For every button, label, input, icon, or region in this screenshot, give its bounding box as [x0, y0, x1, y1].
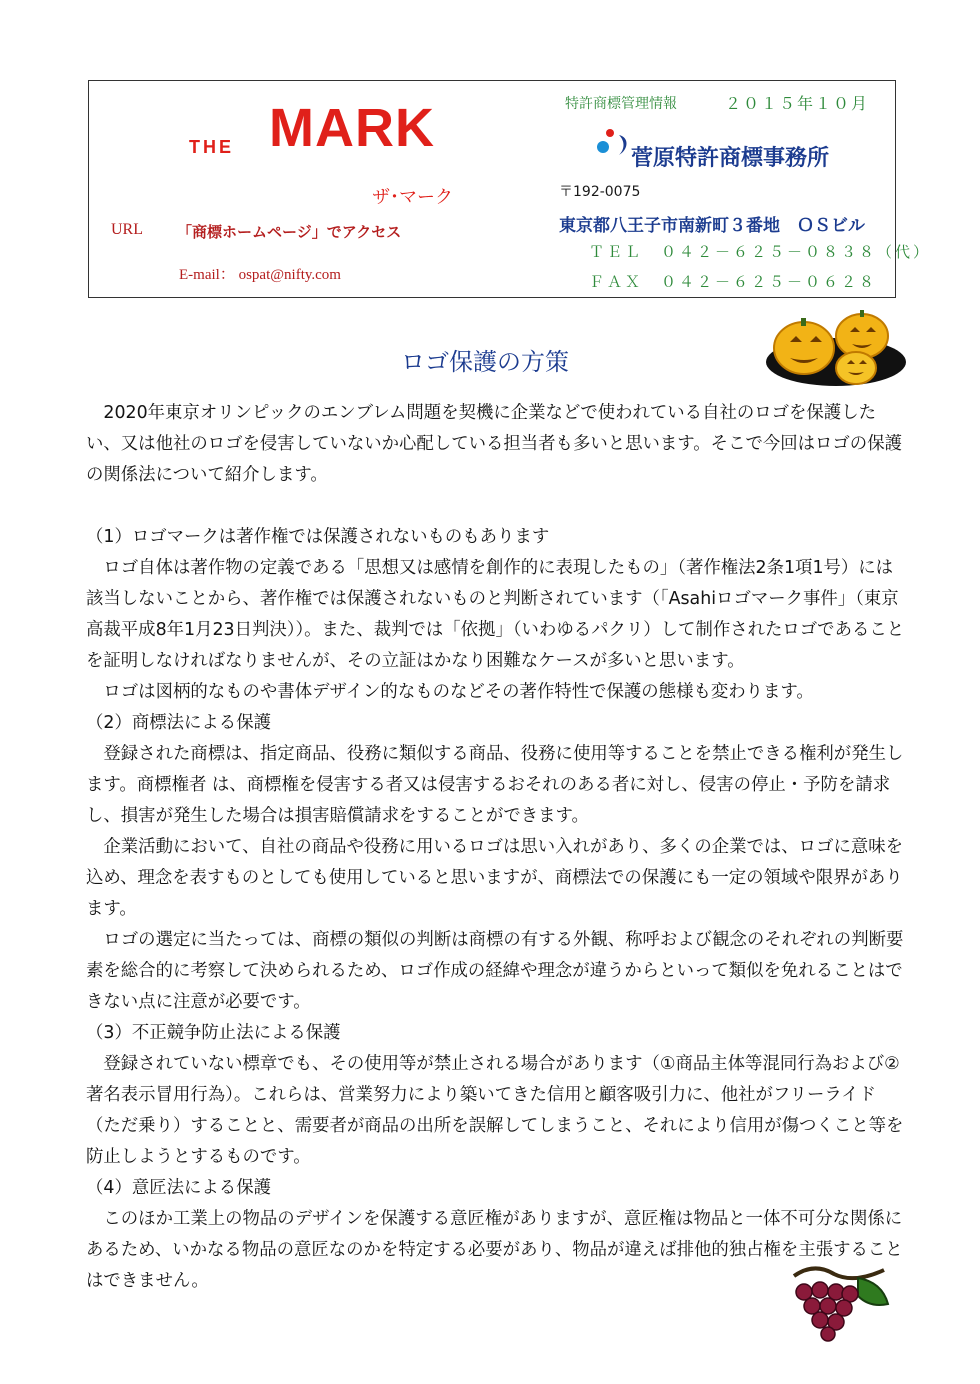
section-heading: （1）ロゴマークは著作権では保護されないものもあります: [86, 527, 550, 547]
section-heading: （4）意匠法による保護: [86, 1178, 271, 1198]
section-paragraph: このほか工業上の物品のデザインを保護する意匠権がありますが、意匠権は物品と一体不可分な関係にあるため、いかなる物品の意匠なのかを特定する必要があり、物品が違えば排他的独占権を主張することはできません。: [86, 1209, 903, 1291]
postal-code: 〒192-0075: [559, 184, 641, 200]
section-paragraph: ロゴは図柄的なものや書体デザイン的なものなどその著作特性で保護の態様も変わります。: [103, 682, 814, 702]
email-address[interactable]: E-mail： ospat@nifty.com: [179, 267, 341, 283]
article-body: [86, 398, 906, 1297]
masthead-the: THE: [189, 137, 234, 157]
grapes-illustration-icon: [774, 1262, 904, 1342]
fax-number: ＦＡＸ ０４２－６２５－０６２８: [589, 273, 878, 291]
issue-date: ２０１５年１０月: [725, 94, 870, 113]
firm-address: 東京都八王子市南新町３番地 ＯＳビル: [559, 216, 865, 236]
spacer: [86, 491, 906, 522]
section-heading: （2）商標法による保護: [86, 713, 271, 733]
masthead-mark: MARK: [269, 98, 435, 158]
newsletter-header: [88, 80, 932, 298]
firm-name: 菅原特許商標事務所: [631, 146, 830, 171]
intro-paragraph: 2020年東京オリンピックのエンブレム問題を契機に企業などで使われている自社のロゴを保護したい、又は他社のロゴを侵害していないか心配している担当者も多いと思います。そこで今回はロゴの保護の関係法について紹介します。: [86, 403, 902, 485]
article-title: ロゴ保護の方策: [401, 348, 569, 376]
section-paragraph: 登録された商標は、指定商品、役務に類似する商品、役務に使用等することを禁止できる権利が発生します。商標権者 は、商標権を侵害する者又は侵害するおそれのある者に対し、侵害の停止・予防を請求し、損害が発生した場合は損害賠償請求をすることができます。: [86, 744, 904, 826]
masthead-katakana: ザ･マーク: [372, 187, 453, 208]
section-paragraph: 登録されていない標章でも、その使用等が禁止される場合があります（①商品主体等混同行為および②著名表示冒用行為）。これらは、営業努力により築いてきた信用と顧客吸引力に、他社がフリーライド（ただ乗り）することと、需要者が商品の出所を誤解してしまうこと、それにより信用が傷つくこと等を防止しようとするものです。: [86, 1054, 904, 1167]
url-label: URL: [111, 221, 143, 238]
section-paragraph: 企業活動において、自社の商品や役務に用いるロゴは思い入れがあり、多くの企業では、ロゴに意味を込め、理念を表すものとしても使用していると思いますが、商標法での保護にも一定の領域や限界があります。: [86, 837, 904, 919]
section-heading: （3）不正競争防止法による保護: [86, 1023, 341, 1043]
telephone: ＴＥＬ ０４２－６２５－０８３８（代）: [589, 243, 932, 261]
firm-logo-icon: [595, 127, 635, 163]
url-text[interactable]: 「商標ホームページ」でアクセス: [177, 223, 402, 241]
publication-name: 特許商標管理情報: [565, 96, 677, 112]
section-paragraph: ロゴ自体は著作物の定義である「思想又は感情を創作的に表現したもの」（著作権法2条1項1号）には該当しないことから、著作権では保護されないものと判断されています（「Asahiロゴマーク事件」（東京高裁平成8年1月23日判決））。また、裁判では「依拠」（いわゆるパクリ）して制作されたロゴであることを証明しなければなりませんが、その立証はかなり困難なケースが多いと思います。: [86, 558, 905, 671]
section-paragraph: ロゴの選定に当たっては、商標の類似の判断は商標の有する外観、称呼および観念のそれぞれの判断要素を総合的に考察して決められるため、ロゴ作成の経緯や理念が違うからといって類似を免れることはできない点に注意が必要です。: [86, 930, 904, 1012]
